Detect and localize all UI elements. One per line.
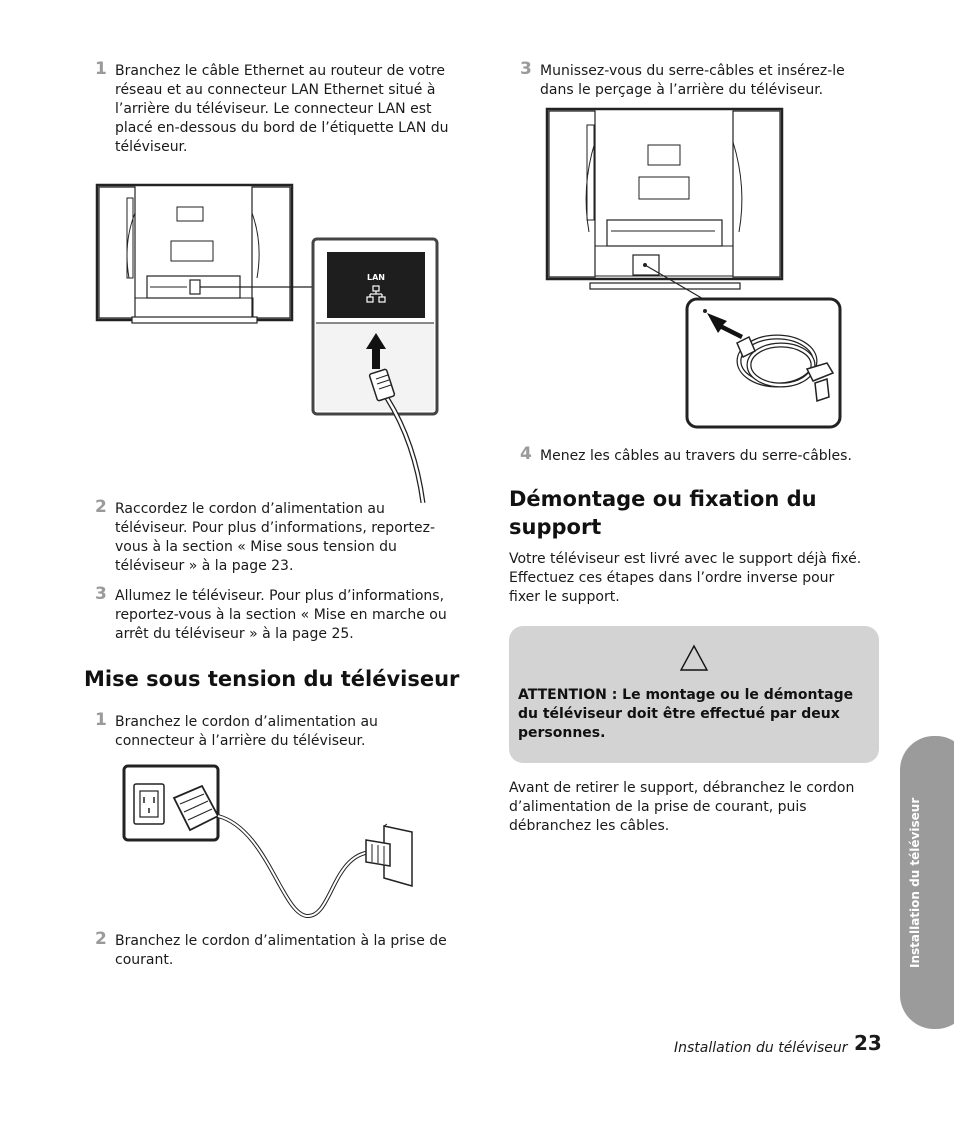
side-tab-label: Installation du téléviseur xyxy=(908,797,922,969)
side-section-tab xyxy=(900,736,954,1029)
step-number: 4 xyxy=(520,444,532,464)
power-cord-figure xyxy=(122,764,422,922)
step-text: Menez les câbles au travers du serre-câbles. xyxy=(540,448,852,464)
step-text: Munissez-vous du serre-câbles et insérez-le dans le perçage à l’arrière du téléviseur. xyxy=(540,63,845,98)
warning-triangle-icon xyxy=(679,644,709,672)
cable-tie-figure xyxy=(545,107,845,432)
step-text: Allumez le téléviseur. Pour plus d’informations, reportez-vous à la section « Mise en marche ou arrêt du téléviseur » à la page 25. xyxy=(115,588,447,642)
step-number: 1 xyxy=(95,710,107,730)
warning-text: ATTENTION : Le montage ou le démontage du téléviseur doit être effectué par deux personnes. xyxy=(518,687,854,741)
step-number: 3 xyxy=(520,59,532,79)
step-lan-3 xyxy=(95,584,455,644)
stand-heading: Démontage ou fixation du support xyxy=(509,487,817,539)
lan-port-label: LAN xyxy=(367,273,385,282)
step-number: 2 xyxy=(95,497,107,517)
step-text: Branchez le cordon d’alimentation au connecteur à l’arrière du téléviseur. xyxy=(115,714,378,749)
warning-box xyxy=(509,626,879,763)
step-lan-2 xyxy=(95,497,455,576)
step-text: Raccordez le cordon d’alimentation au téléviseur. Pour plus d’informations, reportez-vous à la section « Mise sous tension du téléviseur » à la page 23. xyxy=(115,501,436,574)
step-power-2 xyxy=(95,929,455,970)
step-cable-4 xyxy=(520,444,880,466)
step-number: 2 xyxy=(95,929,107,949)
step-power-1 xyxy=(95,710,455,751)
power-heading: Mise sous tension du téléviseur xyxy=(84,667,460,691)
step-number: 3 xyxy=(95,584,107,604)
lan-connection-figure xyxy=(95,183,445,503)
footer-section-title: Installation du téléviseur xyxy=(674,1040,848,1056)
page-number: 23 xyxy=(854,1031,882,1055)
step-text: Branchez le cordon d’alimentation à la prise de courant. xyxy=(115,933,447,968)
step-lan-1 xyxy=(95,59,450,157)
step-number: 1 xyxy=(95,59,107,79)
after-warning-text: Avant de retirer le support, débranchez le cordon d’alimentation de la prise de courant, puis débranchez les câbles. xyxy=(509,780,855,834)
stand-intro: Votre téléviseur est livré avec le support déjà fixé. Effectuez ces étapes dans l’ordre inverse pour fixer le support. xyxy=(509,551,862,605)
step-cable-3 xyxy=(520,59,880,100)
step-text: Branchez le câble Ethernet au routeur de votre réseau et au connecteur LAN Ethernet situé à l’arrière du téléviseur. Le connecteur LAN est placé en-dessous du bord de l’étiquette LAN du téléviseur. xyxy=(115,63,449,155)
